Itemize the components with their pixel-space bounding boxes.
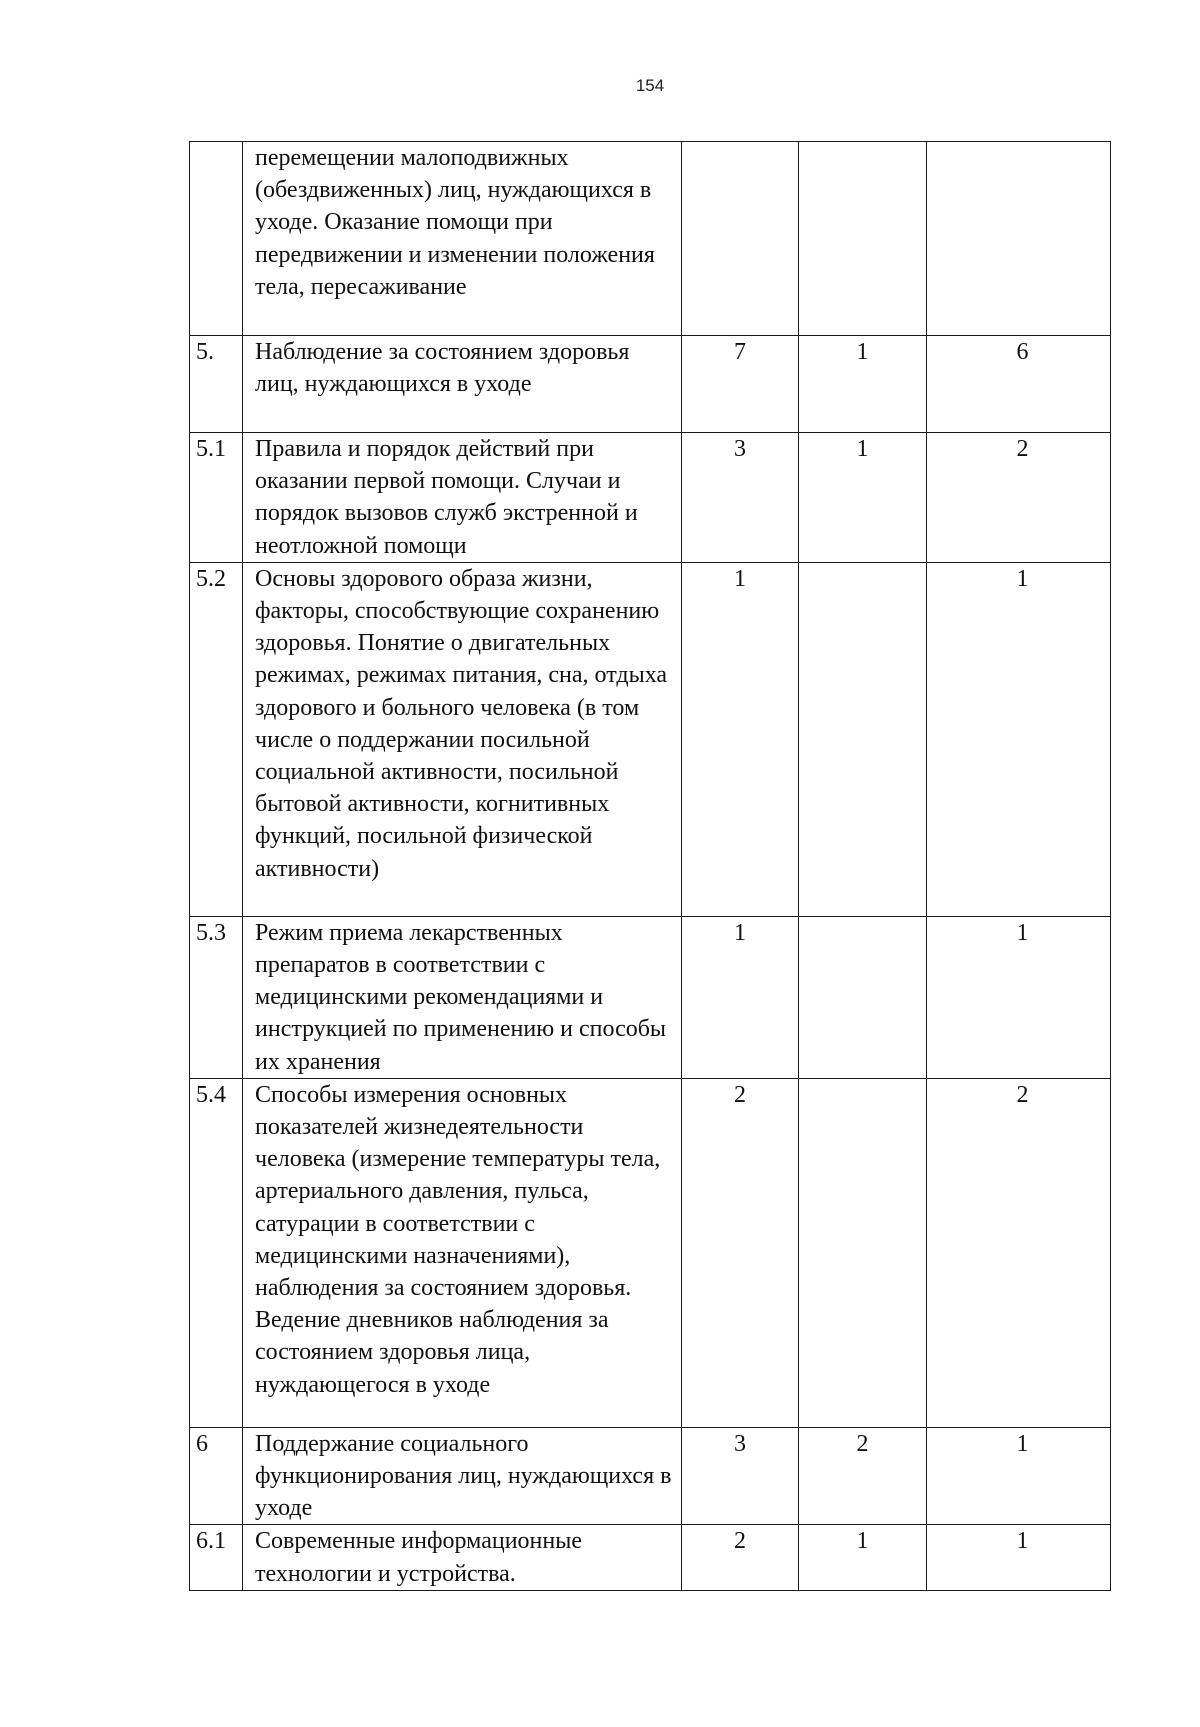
- theory-hours: [799, 142, 927, 336]
- practice-hours: 2: [927, 1078, 1111, 1427]
- topic-text: Наблюдение за состоянием здоровья лиц, нуждающихся в уходе: [243, 336, 682, 433]
- topic-text: Поддержание социального функционирования лиц, нуждающихся в уходе: [243, 1427, 682, 1525]
- topic-text: Правила и порядок действий при оказании первой помощи. Случаи и порядок вызовов служб экстренной и неотложной помощи: [243, 433, 682, 563]
- page-number: 154: [635, 76, 665, 95]
- row-number: 5.3: [190, 916, 243, 1078]
- theory-hours: [799, 916, 927, 1078]
- practice-hours: 1: [927, 916, 1111, 1078]
- table-row: [190, 916, 1111, 1078]
- theory-hours: 1: [799, 1525, 927, 1590]
- total-hours: 2: [682, 1525, 799, 1590]
- total-hours: 3: [682, 433, 799, 563]
- topic-text: Режим приема лекарственных препаратов в соответствии с медицинскими рекомендациями и инструкцией по применению и способы их хранения: [243, 916, 682, 1078]
- practice-hours: 1: [927, 1525, 1111, 1590]
- table-row: [190, 142, 1111, 336]
- practice-hours: 1: [927, 1427, 1111, 1525]
- topic-text: Современные информационные технологии и устройства.: [243, 1525, 682, 1590]
- table-row: [190, 562, 1111, 916]
- table-row: [190, 1078, 1111, 1427]
- practice-hours: 2: [927, 433, 1111, 563]
- theory-hours: 1: [799, 336, 927, 433]
- topic-text: перемещении малоподвижных (обездвиженных) лиц, нуждающихся в уходе. Оказание помощи при передвижении и изменении положения тела, пересаживание: [243, 142, 682, 336]
- table-row: [190, 433, 1111, 563]
- practice-hours: [927, 142, 1111, 336]
- table-row: [190, 336, 1111, 433]
- row-number: 5.4: [190, 1078, 243, 1427]
- row-number: 5.2: [190, 562, 243, 916]
- total-hours: 1: [682, 916, 799, 1078]
- total-hours: 7: [682, 336, 799, 433]
- total-hours: 2: [682, 1078, 799, 1427]
- row-number: 5.: [190, 336, 243, 433]
- curriculum-table: [189, 141, 1111, 1591]
- table-row: [190, 1427, 1111, 1525]
- row-number: [190, 142, 243, 336]
- theory-hours: [799, 562, 927, 916]
- practice-hours: 6: [927, 336, 1111, 433]
- row-number: 5.1: [190, 433, 243, 563]
- table-row: [190, 1525, 1111, 1590]
- total-hours: 1: [682, 562, 799, 916]
- theory-hours: 1: [799, 433, 927, 563]
- practice-hours: 1: [927, 562, 1111, 916]
- total-hours: [682, 142, 799, 336]
- theory-hours: [799, 1078, 927, 1427]
- topic-text: Основы здорового образа жизни, факторы, способствующие сохранению здоровья. Понятие о двигательных режимах, режимах питания, сна, отдыха здорового и больного человека (в том числе о поддержании посильной социальной активности, посильной бытовой активности, когнитивных функций, посильной физической активности): [243, 562, 682, 916]
- row-number: 6.1: [190, 1525, 243, 1590]
- topic-text: Способы измерения основных показателей жизнедеятельности человека (измерение температуры тела, артериального давления, пульса, сатурации в соответствии с медицинскими назначениями), наблюдения за состоянием здоровья. Ведение дневников наблюдения за состоянием здоровья лица, нуждающегося в уходе: [243, 1078, 682, 1427]
- theory-hours: 2: [799, 1427, 927, 1525]
- row-number: 6: [190, 1427, 243, 1525]
- total-hours: 3: [682, 1427, 799, 1525]
